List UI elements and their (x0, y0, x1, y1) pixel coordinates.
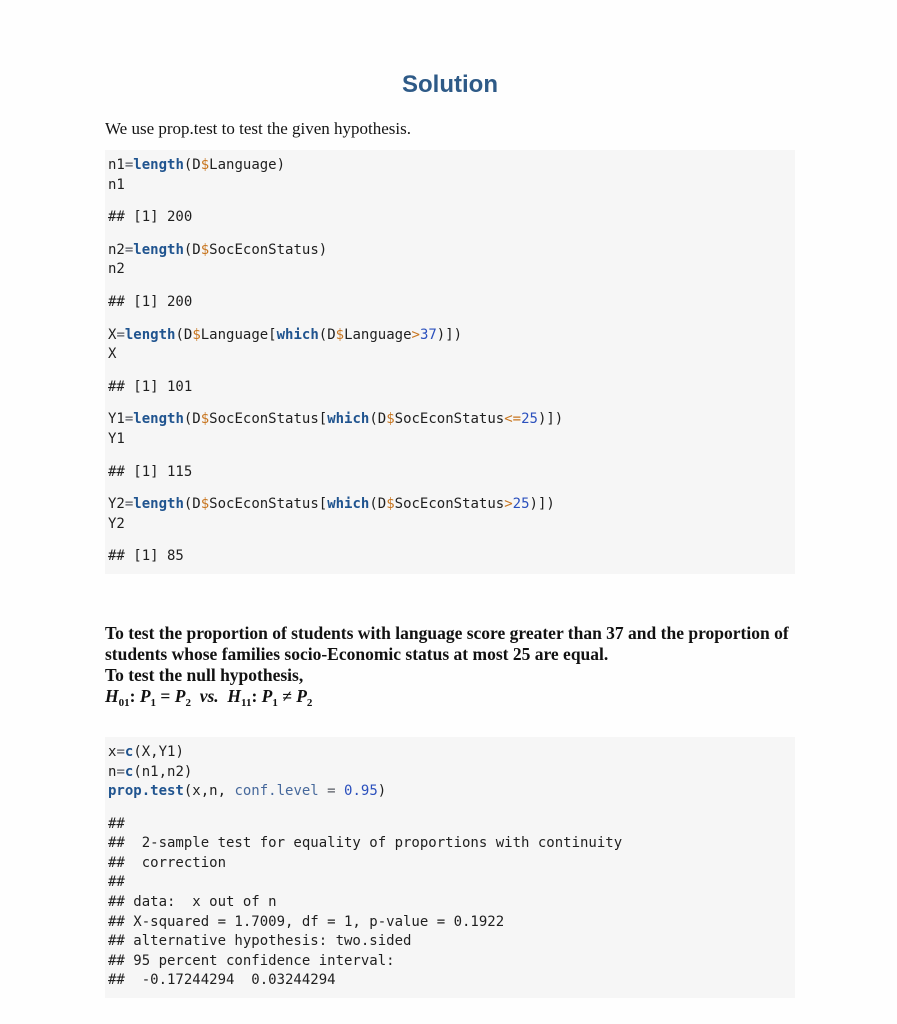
intro-paragraph: We use prop.test to test the given hypothesis. (105, 119, 411, 138)
r-output-paragraph: ## [1] 101 (108, 378, 193, 395)
conclusion-sentence-2: To test the null hypothesis, (105, 664, 304, 685)
r-source-paragraph: n1=length(D$Language) n1 (108, 157, 286, 193)
r-output-paragraph: ## [1] 200 (108, 209, 193, 226)
r-source-paragraph: Y1=length(D$SocEconStatus[which(D$SocEconStatus<=25)]) Y1 (108, 411, 564, 447)
r-source-paragraph: x=c(X,Y1) n=c(n1,n2) prop.test(x,n, conf.level = 0.95) (108, 743, 387, 800)
r-output-paragraph: ## [1] 200 (108, 293, 193, 310)
r-source-paragraph: X=length(D$Language[which(D$Language>37)]) X (108, 326, 463, 363)
r-source-paragraph: Y2=length(D$SocEconStatus[which(D$SocEconStatus>25)]) Y2 (108, 496, 555, 532)
conclusion-sentence-1: To test the proportion of students with language score greater than 37 and the proportion of students whose families socio-Economic status at most 25 are equal. (105, 622, 789, 664)
r-output-paragraph: ## ## 2-sample test for equality of proportions with continuity ## correction ## ## data: x out of n ## X-squared = 1.7009, df = 1, p-value = 0.1922 ## alternative hypothesis: two.sided ## 95 percent confidence interval: ## -0.17244294 0.03244294 (108, 815, 623, 989)
r-code-block-counts (105, 150, 795, 574)
r-source-paragraph: n2=length(D$SocEconStatus) n2 (108, 241, 328, 278)
conclusion-paragraph (105, 623, 795, 686)
page-title: Solution (402, 71, 498, 98)
r-output-paragraph: ## [1] 85 (108, 548, 184, 565)
hypothesis-equation: $H_{01}$: $P_1 = P_2$ vs. $H_{11}$: $P_1 \ne P_2$ (105, 685, 313, 709)
r-code-block-prop-test (105, 737, 795, 998)
r-output-paragraph: ## [1] 115 (108, 463, 193, 480)
